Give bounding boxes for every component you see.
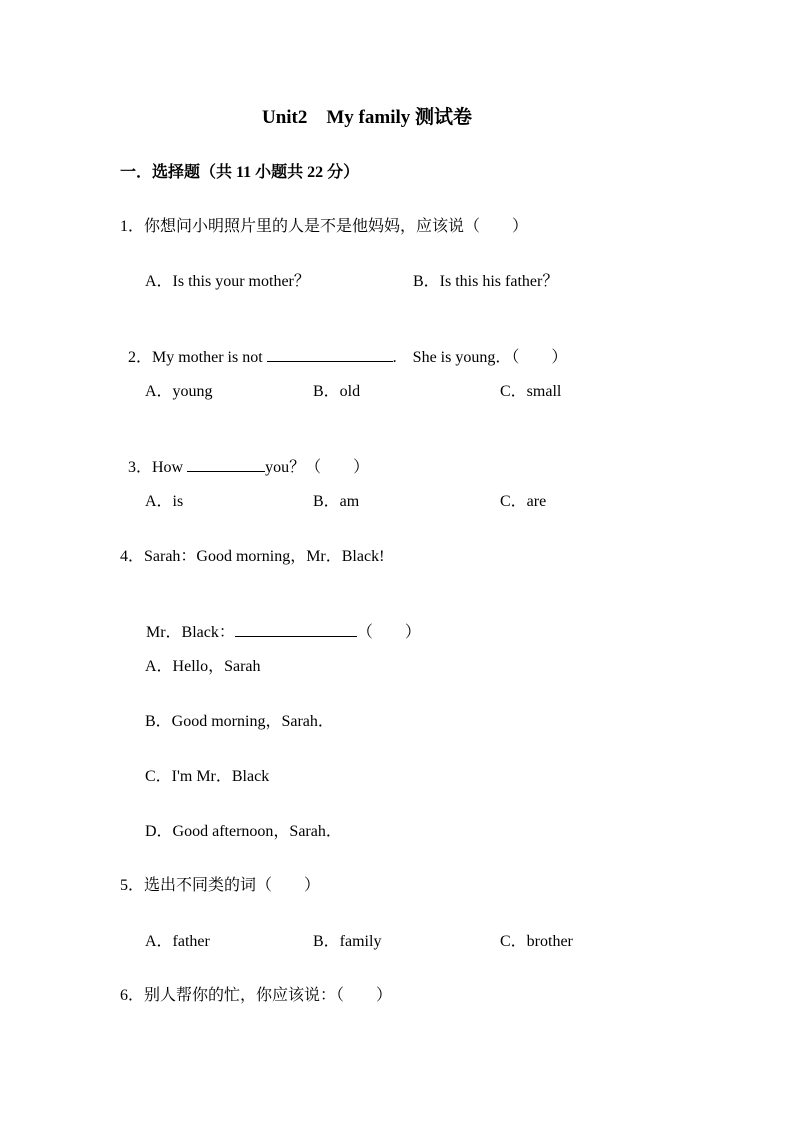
question-3-option-c[interactable]: C．are [500, 493, 547, 510]
page-title: Unit2 My family 测试卷 [261, 107, 473, 128]
question-4-reply-before: Mr．Black： [146, 624, 235, 641]
question-4-blank[interactable] [235, 622, 357, 637]
question-3-stem-before: 3．How [128, 459, 188, 476]
question-2-blank[interactable] [267, 347, 393, 362]
question-4-option-b[interactable]: B．Good morning，Sarah． [145, 713, 334, 730]
question-4-option-d[interactable]: D．Good afternoon，Sarah． [145, 823, 342, 840]
question-5-stem: 5．选出不同类的词（ ） [120, 877, 321, 894]
question-3-stem [120, 437, 369, 478]
question-1-option-b[interactable]: B．Is this his father？ [413, 273, 559, 290]
question-2-stem [120, 327, 567, 368]
question-3-option-a[interactable]: A．is [145, 493, 184, 510]
question-2-option-c[interactable]: C．small [500, 383, 562, 400]
question-4-option-a[interactable]: A．Hello，Sarah [145, 658, 261, 675]
question-4-stem: 4．Sarah：Good morning，Mr．Black! [120, 548, 385, 565]
question-5-option-b[interactable]: B．family [313, 933, 382, 950]
question-3-option-b[interactable]: B．am [313, 493, 360, 510]
question-2-option-a[interactable]: A．young [145, 383, 213, 400]
question-2-option-b[interactable]: B．old [313, 383, 361, 400]
question-6-stem: 6．别人帮你的忙，你应该说：（ ） [120, 987, 393, 1004]
question-2-stem-before: 2．My mother is not [128, 349, 267, 366]
question-3-stem-after: you？（ ） [265, 459, 370, 476]
question-1-stem: 1．你想问小明照片里的人是不是他妈妈，应该说（ ） [120, 218, 529, 235]
section-heading: 一．选择题（共 11 小题共 22 分） [120, 164, 360, 181]
question-4-reply-after: （ ） [356, 624, 421, 641]
question-5-option-c[interactable]: C．brother [500, 933, 573, 950]
question-4-reply [138, 602, 421, 643]
question-5-option-a[interactable]: A．father [145, 933, 210, 950]
question-4-option-c[interactable]: C．I'm Mr．Black [145, 768, 270, 785]
question-3-blank[interactable] [187, 457, 265, 472]
question-1-option-a[interactable]: A．Is this your mother？ [145, 273, 310, 290]
question-2-stem-after: . She is young．（ ） [392, 349, 568, 366]
